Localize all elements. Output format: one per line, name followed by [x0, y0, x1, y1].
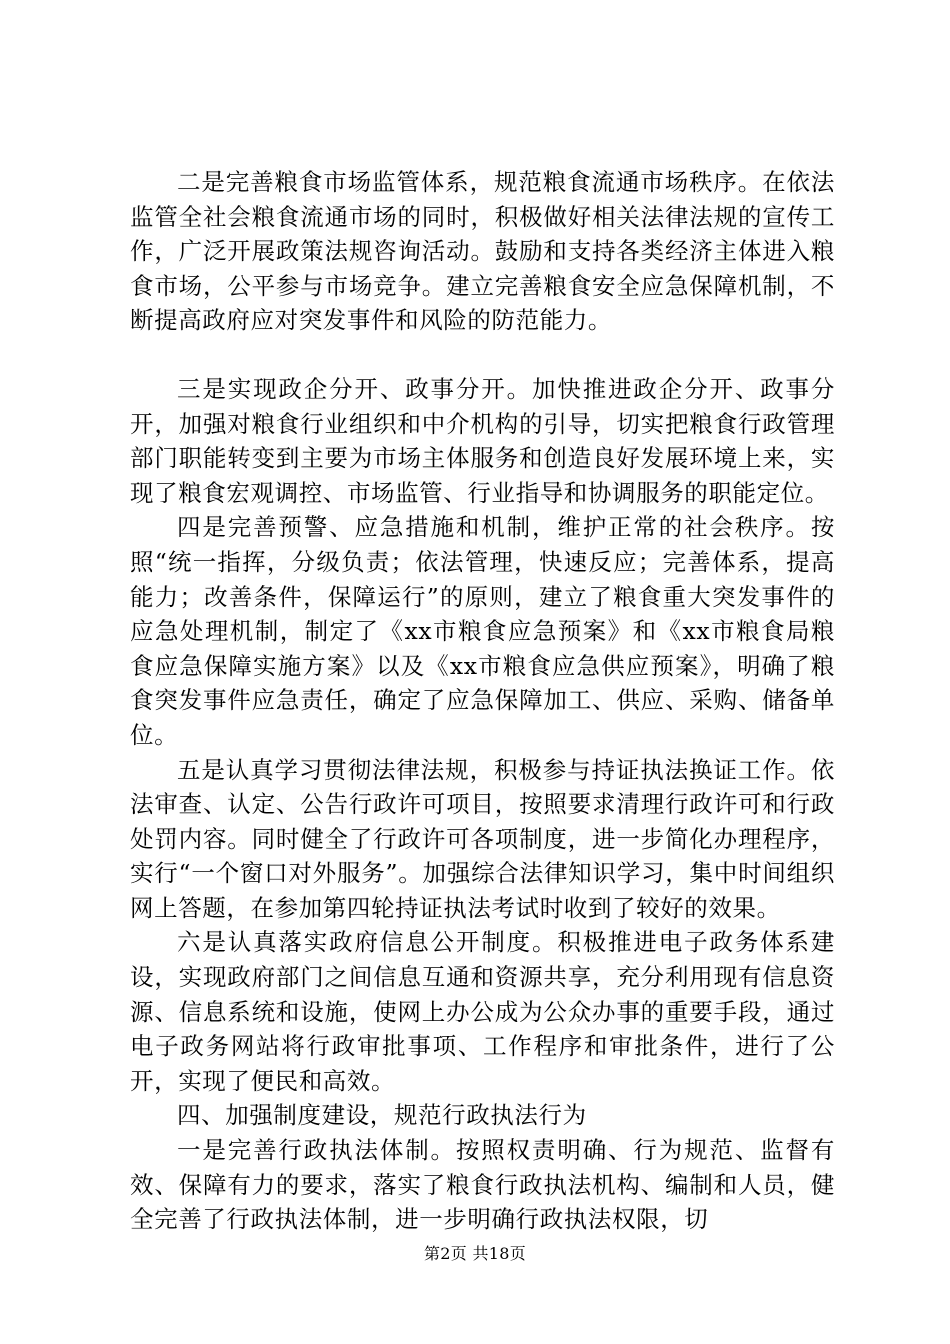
paragraph-emergency: 四是完善预警、应急措施和机制，维护正常的社会秩序。按照“统一指挥，分级负责；依法管理，快速反应；完善体系，提高能力；改善条件，保障运行”的原则，建立了粮食重大突发事件的应急处理机制，制定了《xx市粮食应急预案》和《xx市粮食局粮食应急保障实施方案》以及《xx市粮食应急供应预案》，明确了粮食突发事件应急责任，确定了应急保障加工、供应、采购、储备单位。: [130, 513, 835, 749]
document-body: [130, 165, 835, 1237]
paragraph-enforcement-system: 一是完善行政执法体制。按照权责明确、行为规范、监督有效、保障有力的要求，落实了粮食行政执法机构、编制和人员，健全完善了行政执法体制，进一步明确行政执法权限，切: [130, 1136, 835, 1234]
paragraph-law-study: 五是认真学习贯彻法律法规，积极参与持证执法换证工作。依法审查、认定、公告行政许可项目，按照要求清理行政许可和行政处罚内容。同时健全了行政许可各项制度，进一步简化办理程序，实行“一个窗口对外服务”。加强综合法律知识学习，集中时间组织网上答题，在参加第四轮持证执法考试时收到了较好的效果。: [130, 755, 835, 922]
paragraph-separation: 三是实现政企分开、政事分开。加快推进政企分开、政事分开，加强对粮食行业组织和中介机构的引导，切实把粮食行政管理部门职能转变到主要为市场主体服务和创造良好发展环境上来，实现了粮食宏观调控、市场监管、行业指导和协调服务的职能定位。: [130, 374, 835, 507]
paragraph-gap: [130, 338, 835, 372]
page-footer: 第2页 共18页: [423, 1244, 527, 1263]
paragraph-info-disclosure: 六是认真落实政府信息公开制度。积极推进电子政务体系建设，实现政府部门之间信息互通和资源共享，充分利用现有信息资源、信息系统和设施，使网上办公成为公众办事的重要手段，通过电子政务网站将行政审批事项、工作程序和审批条件，进行了公开，实现了便民和高效。: [130, 928, 835, 1095]
paragraph-market-supervision: 二是完善粮食市场监管体系，规范粮食流通市场秩序。在依法监管全社会粮食流通市场的同时，积极做好相关法律法规的宣传工作，广泛开展政策法规咨询活动。鼓励和支持各类经济主体进入粮食市场，公平参与市场竞争。建立完善粮食安全应急保障机制，不断提高政府应对突发事件和风险的防范能力。: [130, 168, 835, 335]
section-heading: 四、加强制度建设，规范行政执法行为: [177, 1101, 587, 1130]
